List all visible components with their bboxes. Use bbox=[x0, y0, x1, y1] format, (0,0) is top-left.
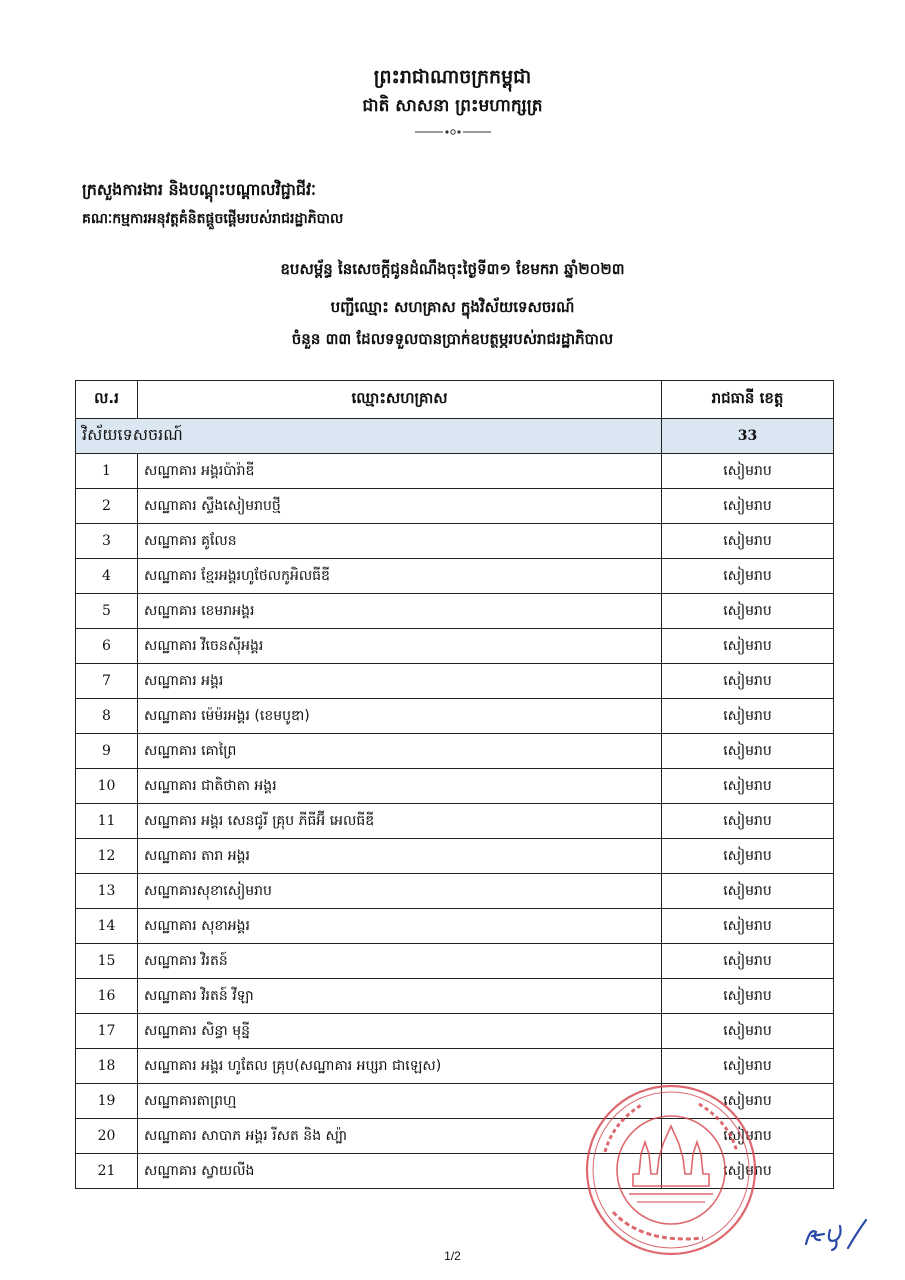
table-row bbox=[76, 629, 834, 664]
table-row bbox=[76, 664, 834, 699]
province-name: សៀមរាប bbox=[662, 1154, 834, 1189]
table-row bbox=[76, 734, 834, 769]
hotel-name: សណ្ឋាគារ អង្គរ ហូតែល គ្រុប(សណ្ឋាគារ អប្សរា ជាឡេស) bbox=[138, 1049, 662, 1084]
category-row bbox=[76, 419, 834, 454]
committee-name: គណៈកម្មការអនុវត្តគំនិតផ្តួចផ្តើមរបស់រាជរដ្ឋាភិបាល bbox=[82, 211, 344, 227]
count-title: ចំនួន ៣៣ ដែលទទួលបានប្រាក់ឧបត្ថម្ភរបស់រាជរដ្ឋាភិបាល bbox=[291, 330, 614, 348]
hotel-name: សណ្ឋាគារ ខេមរាអង្គរ bbox=[138, 594, 662, 629]
table-row bbox=[76, 559, 834, 594]
table-row bbox=[76, 594, 834, 629]
province-name: សៀមរាប bbox=[662, 874, 834, 909]
row-number: 16 bbox=[76, 979, 138, 1014]
table-row bbox=[76, 699, 834, 734]
province-name: សៀមរាប bbox=[662, 769, 834, 804]
province-name: សៀមរាប bbox=[662, 1014, 834, 1049]
province-name: សៀមរាប bbox=[662, 839, 834, 874]
table-row bbox=[76, 979, 834, 1014]
row-number: 9 bbox=[76, 734, 138, 769]
province-name: សៀមរាប bbox=[662, 909, 834, 944]
page-number: 1/2 bbox=[444, 1249, 461, 1263]
hotel-name: សណ្ឋាគារ អង្គរ bbox=[138, 664, 662, 699]
header-no: ល.រ bbox=[76, 381, 138, 419]
row-number: 3 bbox=[76, 524, 138, 559]
table-row bbox=[76, 489, 834, 524]
hotel-table bbox=[75, 380, 834, 1189]
row-number: 17 bbox=[76, 1014, 138, 1049]
hotel-name: សណ្ឋាគារ គូលែន bbox=[138, 524, 662, 559]
row-number: 12 bbox=[76, 839, 138, 874]
annex-title: ឧបសម្ព័ន្ធ នៃសេចក្តីជូនដំណឹងចុះថ្ងៃទី៣១ ខែមករា ឆ្នាំ២០២៣ bbox=[280, 260, 625, 278]
category-count: 33 bbox=[662, 419, 834, 454]
hotel-name: សណ្ឋាគារ ម៉េម៉រអង្គរ (ខេមបូឌា) bbox=[138, 699, 662, 734]
province-name: សៀមរាប bbox=[662, 524, 834, 559]
province-name: សៀមរាប bbox=[662, 979, 834, 1014]
province-name: សៀមរាប bbox=[662, 734, 834, 769]
row-number: 4 bbox=[76, 559, 138, 594]
hotel-name: សណ្ឋាគារ តារា អង្គរ bbox=[138, 839, 662, 874]
ministry-seal-icon bbox=[583, 1082, 759, 1258]
row-number: 11 bbox=[76, 804, 138, 839]
row-number: 6 bbox=[76, 629, 138, 664]
hotel-name: សណ្ឋាគារ អង្គរ សេនជូរី គ្រុប ភីធីអ៊ី អេលធីឌី bbox=[138, 804, 662, 839]
hotel-name: សណ្ឋាគារ វិរតន៍ bbox=[138, 944, 662, 979]
province-name: សៀមរាប bbox=[662, 629, 834, 664]
table-row bbox=[76, 944, 834, 979]
hotel-name: សណ្ឋាគារ ស្ទឹងសៀមរាបថ្មី bbox=[138, 489, 662, 524]
row-number: 1 bbox=[76, 454, 138, 489]
hotel-name: សណ្ឋាគារ ស្វាយលីង bbox=[138, 1154, 662, 1189]
list-title: បញ្ជីឈ្មោះ សហគ្រាស ក្នុងវិស័យទេសចរណ៍ bbox=[330, 298, 575, 316]
hotel-name: សណ្ឋាគារ សុខាអង្គរ bbox=[138, 909, 662, 944]
table-row bbox=[76, 1049, 834, 1084]
hotel-name: សណ្ឋាគារ វិរតន៍ វីឡា bbox=[138, 979, 662, 1014]
table-header-row bbox=[76, 381, 834, 419]
hotel-name: សណ្ឋាគារសុខាសៀមរាប bbox=[138, 874, 662, 909]
table-row bbox=[76, 769, 834, 804]
row-number: 20 bbox=[76, 1119, 138, 1154]
row-number: 8 bbox=[76, 699, 138, 734]
row-number: 21 bbox=[76, 1154, 138, 1189]
province-name: សៀមរាប bbox=[662, 699, 834, 734]
hotel-name: សណ្ឋាគារតាព្រហ្ម bbox=[138, 1084, 662, 1119]
ministry-name: ក្រសួងការងារ និងបណ្តុះបណ្តាលវិជ្ជាជីវៈ bbox=[82, 180, 316, 199]
header-province: រាជធានី ខេត្ត bbox=[662, 381, 834, 419]
province-name: សៀមរាប bbox=[662, 944, 834, 979]
table-row bbox=[76, 909, 834, 944]
province-name: សៀមរាប bbox=[662, 664, 834, 699]
table-row bbox=[76, 454, 834, 489]
row-number: 19 bbox=[76, 1084, 138, 1119]
national-motto: ជាតិ សាសនា ព្រះមហាក្សត្រ bbox=[362, 96, 543, 116]
province-name: សៀមរាប bbox=[662, 454, 834, 489]
row-number: 10 bbox=[76, 769, 138, 804]
province-name: សៀមរាប bbox=[662, 804, 834, 839]
table-row bbox=[76, 1014, 834, 1049]
row-number: 7 bbox=[76, 664, 138, 699]
hotel-name: សណ្ឋាគារ ខ្មែរអង្គរហូថែលកូអិលធីឌី bbox=[138, 559, 662, 594]
province-name: សៀមរាប bbox=[662, 489, 834, 524]
header-name: ឈ្មោះសហគ្រាស bbox=[138, 381, 662, 419]
hotel-name: សណ្ឋាគារ សិន្ធា មុន្នី bbox=[138, 1014, 662, 1049]
table-row bbox=[76, 874, 834, 909]
kingdom-title: ព្រះរាជាណាចក្រកម្ពុជា bbox=[373, 66, 532, 88]
hotel-name: សណ្ឋាគារ ជាតិថាតា អង្គរ bbox=[138, 769, 662, 804]
province-name: សៀមរាប bbox=[662, 1084, 834, 1119]
province-name: សៀមរាប bbox=[662, 1119, 834, 1154]
table-row bbox=[76, 839, 834, 874]
hotel-name: សណ្ឋាគារ គោព្រៃ bbox=[138, 734, 662, 769]
province-name: សៀមរាប bbox=[662, 559, 834, 594]
table-row bbox=[76, 524, 834, 559]
row-number: 18 bbox=[76, 1049, 138, 1084]
hotel-name: សណ្ឋាគារ សាបាភ អង្គរ រីសត និង ស្ប៉ា bbox=[138, 1119, 662, 1154]
hotel-name: សណ្ឋាគារ អង្គរប៉ារ៉ាឌី bbox=[138, 454, 662, 489]
row-number: 13 bbox=[76, 874, 138, 909]
table-row bbox=[76, 804, 834, 839]
row-number: 5 bbox=[76, 594, 138, 629]
hotel-name: សណ្ឋាគារ វីចេនស៊ីអង្គរ bbox=[138, 629, 662, 664]
letterhead bbox=[0, 62, 905, 136]
category-name: វិស័យទេសចរណ៍ bbox=[76, 419, 662, 454]
row-number: 2 bbox=[76, 489, 138, 524]
ornament-divider-icon bbox=[413, 128, 493, 136]
row-number: 14 bbox=[76, 909, 138, 944]
province-name: សៀមរាប bbox=[662, 594, 834, 629]
province-name: សៀមរាប bbox=[662, 1049, 834, 1084]
row-number: 15 bbox=[76, 944, 138, 979]
